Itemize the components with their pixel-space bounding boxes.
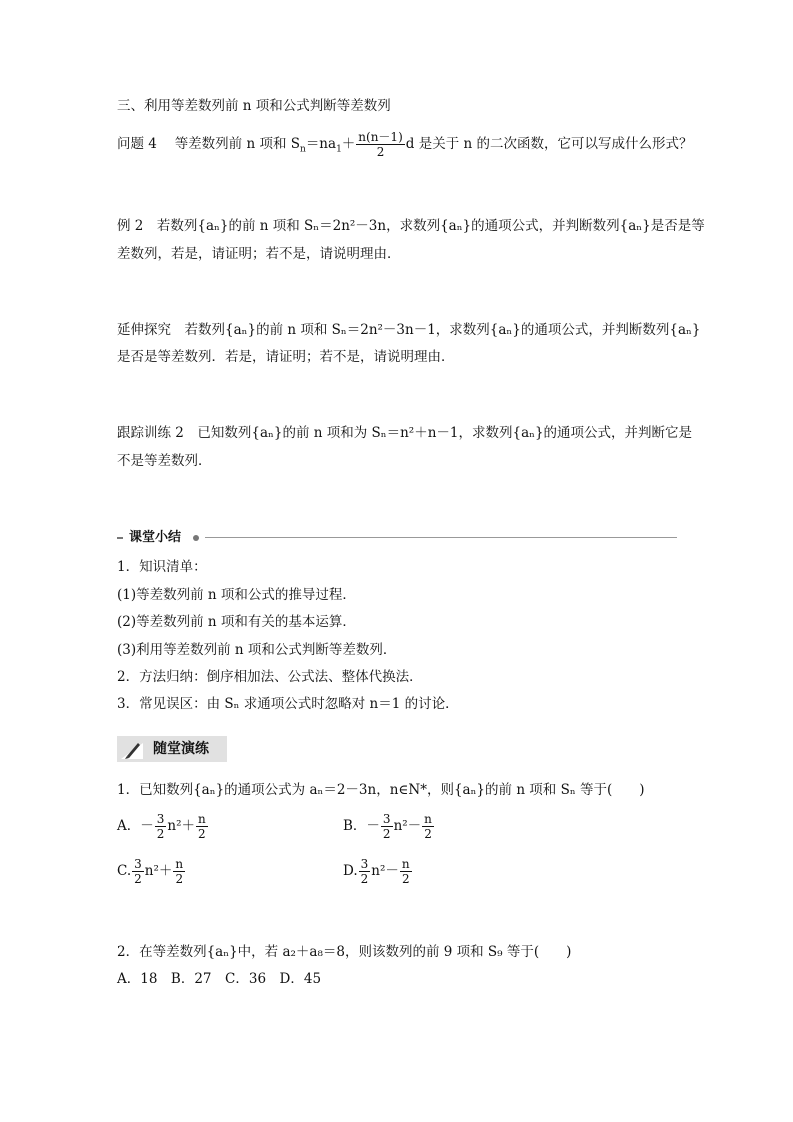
example2-line1: 例 2 若数列{aₙ}的前 n 项和 Sₙ＝2n²－3n，求数列{aₙ}的通项公式，并判断数列{aₙ}是否是等: [117, 218, 705, 234]
question4-label: 问题 4: [117, 136, 157, 152]
summary-header: [117, 528, 677, 548]
example2-line2: 差数列，若是，请证明；若不是，请说明理由．: [117, 246, 401, 262]
question4-text-b: ＝na: [305, 136, 337, 152]
q1-option-b: B．－ $\frac{3}{2}$ n²－ $\frac{n}{2}$: [343, 812, 432, 841]
summary-rule-left: [117, 537, 123, 539]
summary-dot: [193, 535, 199, 541]
q1-stem: 1．已知数列{aₙ}的通项公式为 aₙ＝2－3n，n∈N*，则{aₙ}的前 n 项和 Sₙ 等于( ): [117, 782, 645, 798]
question4-text-a: 等差数列前 n 项和 S: [174, 136, 301, 152]
q1-option-c: C. $\frac{3}{2}$ n²＋ $\frac{n}{2}$: [117, 857, 184, 886]
extension-line2: 是否是等差数列．若是，请证明；若不是，请说明理由．: [117, 349, 455, 365]
training2-line1: 跟踪训练 2 已知数列{aₙ}的前 n 项和为 Sₙ＝n²＋n－1，求数列{aₙ}的通项公式，并判断它是: [117, 425, 693, 441]
practice-title: 随堂演练: [153, 741, 209, 757]
summary-item: (2)等差数列前 n 项和有关的基本运算．: [117, 614, 356, 630]
q1-option-a: A．－ $\frac{3}{2}$ n²＋ $\frac{n}{2}$: [117, 812, 206, 841]
summary-item: 2．方法归纳：倒序相加法、公式法、整体代换法．: [117, 669, 423, 685]
summary-rule-right: [205, 537, 677, 538]
q2-stem: 2．在等差数列{aₙ}中，若 a₂＋a₈＝8，则该数列的前 9 项和 S₉ 等于( ): [117, 944, 572, 960]
question4-fraction: $\frac{n(n-1)}{2}$: [358, 130, 403, 159]
pen-icon: [121, 739, 143, 759]
practice-banner: [117, 736, 227, 762]
q1-option-d: D. $\frac{3}{2}$ n²－ $\frac{n}{2}$: [343, 857, 410, 886]
extension-line1: 延伸探究 若数列{aₙ}的前 n 项和 Sₙ＝2n²－3n－1，求数列{aₙ}的通项公式，并判断数列{aₙ}: [117, 322, 701, 338]
section3-heading: 三、利用等差数列前 n 项和公式判断等差数列: [117, 98, 391, 114]
training2-line2: 不是等差数列．: [117, 453, 212, 469]
summary-item: (3)利用等差数列前 n 项和公式判断等差数列．: [117, 642, 397, 658]
summary-item: 3．常见误区：由 Sₙ 求通项公式时忽略对 n＝1 的讨论．: [117, 696, 459, 712]
q2-options: A．18 B．27 C．36 D．45: [117, 971, 322, 987]
summary-item: 1．知识清单：: [117, 559, 207, 575]
question4-text-c: d 是关于 n 的二次函数，它可以写成什么形式？: [405, 136, 693, 152]
summary-title: 课堂小结: [129, 530, 182, 545]
summary-item: (1)等差数列前 n 项和公式的推导过程．: [117, 587, 356, 603]
question4: 问题 4 等差数列前 n 项和 $S_n=na_1+$ $\frac{n(n-1)}{2}$ d 是关于 n 的二次函数，它可以写成什么形式？: [117, 130, 693, 159]
